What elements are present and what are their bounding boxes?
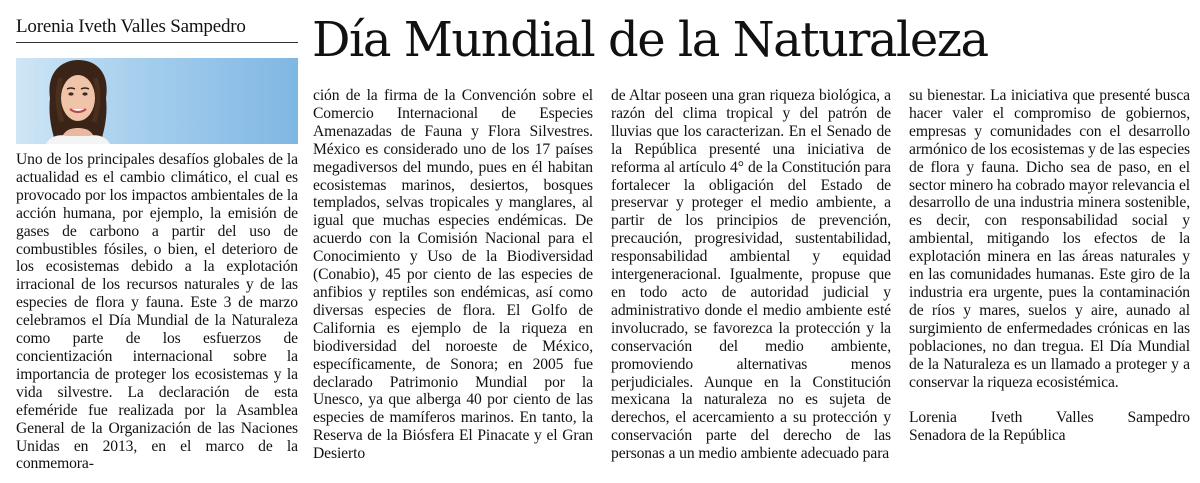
signature-title: Senadora de la República [909,427,1066,445]
signature-block [909,409,1190,445]
article-column-2: ción de la firma de la Convención sobre el Comercio Internacional de Especies Amenazadas de Fauna y Flora Silvestres. México es considerado uno de los 17 países megadiversos del mundo, pues en él habitan ecosistemas marinos, desiertos, bosques templados, selvas tropicales y manglares, al igual que muchas especies endémicas. De acuerdo con la Comisión Nacional para el Conocimiento y Uso de la Biodiversidad (Conabio), 45 por ciento de las especies de anfibios y reptiles son endémicas, así como diversas especies de flora. El Golfo de California es ejemplo de la riqueza en biodiversidad del noroeste de México, específicamente, de Sonora; en 2005 fue declarado Patrimonio Mundial por la Unesco, ya que alberga 40 por ciento de las especies de mamíferos marinos. En tanto, la Reserva de la Biósfera El Pinacate y el Gran Desierto [313,87,593,463]
headline: Día Mundial de la Naturaleza [312,12,988,68]
signature-name: Lorenia Iveth Valles Sampedro [909,409,1190,427]
article-column-4 [909,87,1190,445]
article-column-1: Uno de los principales desafíos globales de la actualidad es el cambio climático, el cual es provocado por los impactos ambientales de la acción humana, por ejemplo, la emisión de gases de carbono a partir del uso de combustibles fósiles, o bien, el deterioro de los ecosistemas debido a la explotación irracional de los recursos naturales y de las especies de flora y fauna. Este 3 de marzo celebramos el Día Mundial de la Naturaleza como parte de los esfuerzos de concientización internacional sobre la importancia de proteger los ecosistemas y la vida silvestre. La declaración de esta efeméride fue realizada por la Asamblea General de la Organización de las Naciones Unidas en 2013, en el marco de la conmemora- [16,151,298,473]
article-column-4-text: su bienestar. La iniciativa que presenté busca hacer valer el compromiso de gobiernos, empresas y comunidades con el desarrollo armónico de los ecosistemas y de las especies de flora y fauna. Dicho sea de paso, en el sector minero ha cobrado mayor relevancia el desarrollo de una industria minera sostenible, es decir, con responsabilidad social y ambiental, mitigando los efectos de la explotación minera en las áreas naturales y en las comunidades humanas. Este giro de la industria era urgente, pues la contaminación de ríos y mares, suelos y aire, aunado al surgimiento de enfermedades crónicas en las poblaciones, no dan tregua. El Día Mundial de la Naturaleza es un llamado a proteger y a conservar la riqueza ecosistémica. [909,87,1190,391]
byline-rule [16,42,298,43]
byline: Lorenia Iveth Valles Sampedro [16,16,246,37]
author-photo [16,58,298,144]
author-portrait-icon [16,58,298,144]
article-column-3: de Altar poseen una gran riqueza biológica, a razón del clima tropical y del patrón de lluvias que los caracterizan. En el Senado de la República presenté una iniciativa de reforma al artículo 4° de la Constitución para fortalecer la obligación del Estado de preservar y proteger el medio ambiente, a partir de los principios de prevención, precaución, progresividad, sustentabilidad, responsabilidad ambiental y equidad intergeneracional. Igualmente, propuse que en todo acto de autoridad judicial y administrativo donde el medio ambiente esté involucrado, se favorezca la protección y la conservación del medio ambiente, promoviendo alternativas menos perjudiciales. Aunque en la Constitución mexicana la naturaleza no es sujeta de derechos, el acercamiento a su protección y conservación parte del derecho de las personas a un medio ambiente adecuado para [611,87,891,463]
